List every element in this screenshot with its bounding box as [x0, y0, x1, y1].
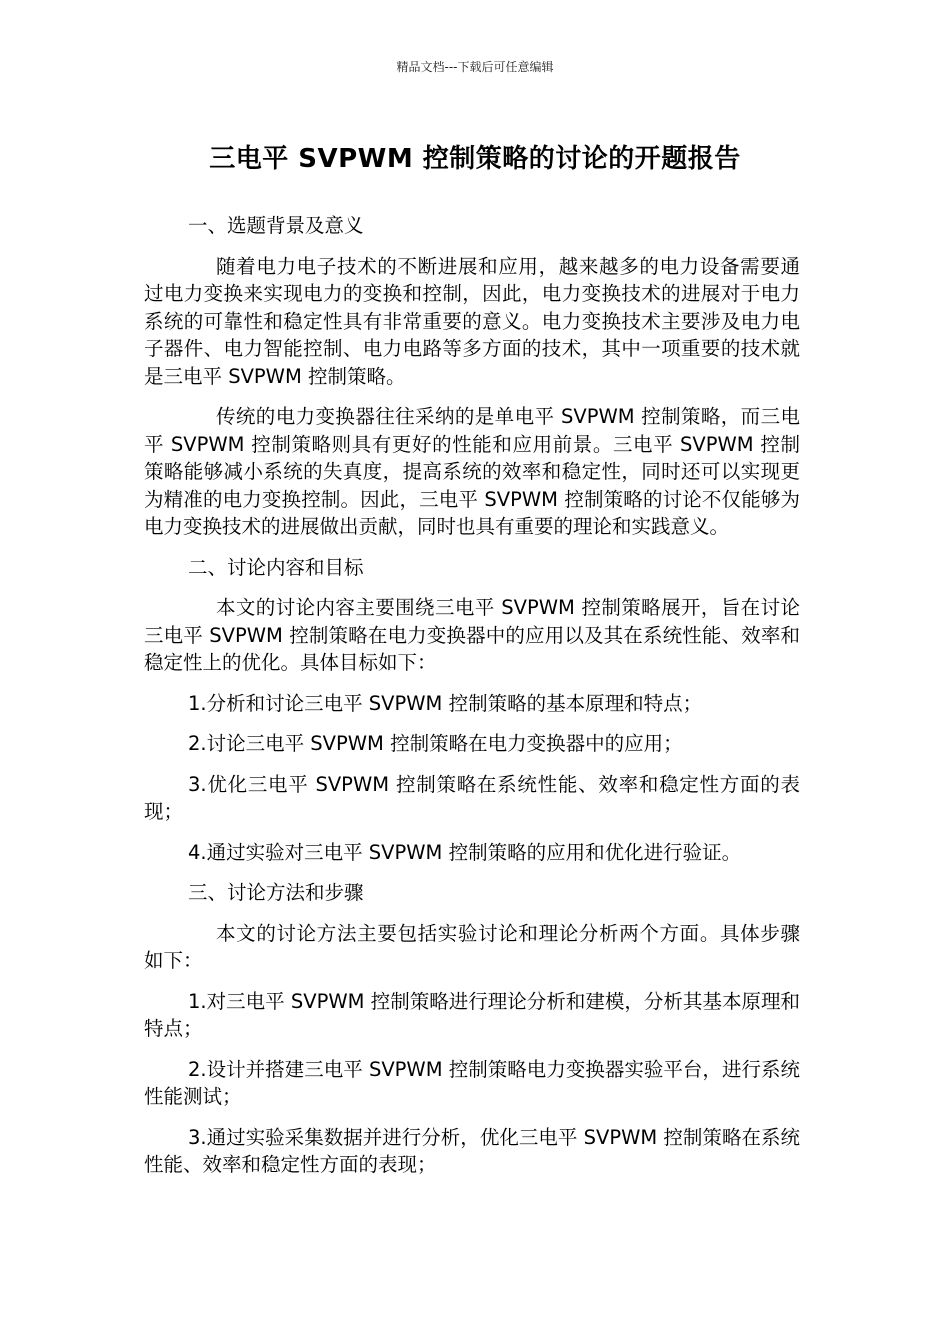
method-step-2: 2.设计并搭建三电平 SVPWM 控制策略电力变换器实验平台，进行系统性能测试；	[144, 1057, 800, 1108]
goal-item-3: 3.优化三电平 SVPWM 控制策略在系统性能、效率和稳定性方面的表现；	[144, 772, 800, 823]
method-step-3: 3.通过实验采集数据并进行分析，优化三电平 SVPWM 控制策略在系统性能、效率和稳定性方面的表现；	[144, 1125, 800, 1176]
goal-item-2: 2.讨论三电平 SVPWM 控制策略在电力变换器中的应用；	[188, 732, 683, 755]
methods-paragraph: 本文的讨论方法主要包括实验讨论和理论分析两个方面。具体步骤如下：	[144, 921, 800, 972]
background-paragraph-2: 传统的电力变换器往往采纳的是单电平 SVPWM 控制策略，而三电平 SVPWM 控制策略则具有更好的性能和应用前景。三电平 SVPWM 控制策略能够减小系统的失真度，提高系统的效率和稳定性，同时还可以实现更为精准的电力变换控制。因此，三电平 SVPWM 控制策略的讨论不仅能够为电力变换技术的进展做出贡献，同时也具有重要的理论和实践意义。	[144, 405, 800, 538]
section-heading-background: 一、选题背景及意义	[188, 214, 364, 237]
document-title: 三电平 SVPWM 控制策略的讨论的开题报告	[209, 144, 741, 174]
section-heading-methods: 三、讨论方法和步骤	[188, 881, 364, 904]
page-header-note: 精品文档---下载后可任意编辑	[396, 60, 554, 74]
document-body	[144, 212, 800, 1192]
section-heading-content-goals: 二、讨论内容和目标	[188, 555, 364, 579]
method-step-1: 1.对三电平 SVPWM 控制策略进行理论分析和建模，分析其基本原理和特点；	[144, 989, 800, 1040]
content-goals-paragraph: 本文的讨论内容主要围绕三电平 SVPWM 控制策略展开，旨在讨论三电平 SVPWM 控制策略在电力变换器中的应用以及其在系统性能、效率和稳定性上的优化。具体目标如下：	[144, 596, 800, 674]
goal-item-4: 4.通过实验对三电平 SVPWM 控制策略的应用和优化进行验证。	[188, 840, 742, 864]
background-paragraph-1: 随着电力电子技术的不断进展和应用，越来越多的电力设备需要通过电力变换来实现电力的变换和控制，因此，电力变换技术的进展对于电力系统的可靠性和稳定性具有非常重要的意义。电力变换技术主要涉及电力电子器件、电力智能控制、电力电路等多方面的技术，其中一项重要的技术就是三电平 SVPWM 控制策略。	[144, 254, 800, 388]
goal-item-1: 1.分析和讨论三电平 SVPWM 控制策略的基本原理和特点；	[188, 691, 703, 715]
